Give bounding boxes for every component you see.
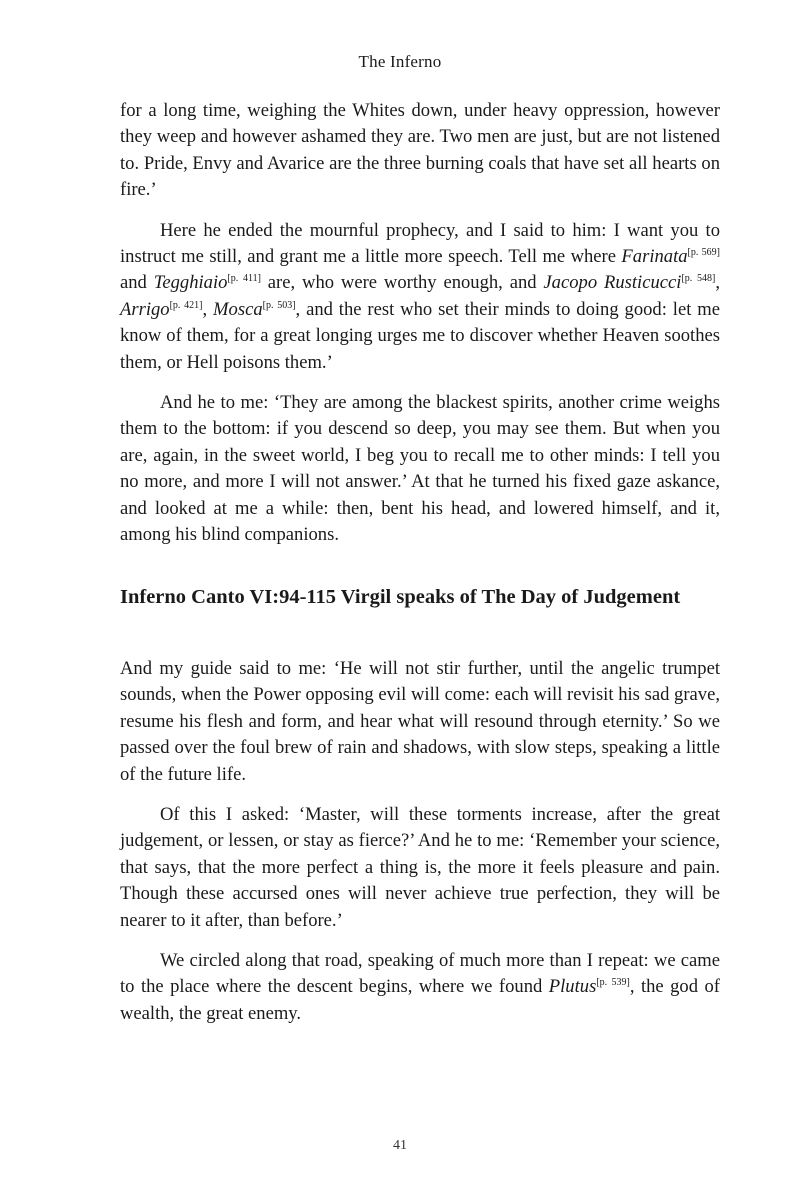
paragraph-2 [120, 218, 720, 376]
page-ref-farinata[interactable]: [p. 569] [687, 246, 720, 258]
name-jacopo-rusticucci: Jacopo Rusticucci [543, 272, 682, 294]
name-arrigo: Arrigo [120, 298, 170, 320]
paragraph-4: And my guide said to me: ‘He will not stir further, until the angelic trumpet sounds, when the Power opposing evil will come: each will revisit his sad grave, resume his flesh and form, and hear what will resound through eternity.’ So we passed over the foul brew of rain and shadows, with slow steps, speaking a little of the future life. [120, 658, 720, 785]
text-run: and [120, 272, 154, 294]
name-plutus: Plutus [548, 976, 597, 998]
page-ref-rusticucci[interactable]: [p. 548] [681, 273, 716, 285]
paragraph-1: for a long time, weighing the Whites down, under heavy oppression, however they weep and however ashamed they are. Two men are just, but are not listened to. Pride, Envy and Avarice are the three burning coals that have set all hearts on fire.’ [120, 100, 720, 201]
text-run: are, who were worthy enough, and [260, 272, 544, 294]
paragraph-6 [120, 948, 720, 1027]
page-ref-plutus[interactable]: [p. 539] [596, 977, 630, 989]
name-farinata: Farinata [621, 246, 688, 268]
text-run: We circled along that road, speaking of much more than I repeat: we came to the place where the descent begins, where we found [120, 950, 720, 998]
text-run: , and the rest who set their minds to doing good: let me know of them, for a great longing urges me to discover whether Heaven soothes them, or Hell poisons them.’ [120, 298, 720, 373]
text-run: Here he ended the mournful prophecy, and I said to him: I want you to instruct me still, and grant me a little more speech. Tell me where [120, 219, 720, 268]
page-ref-tegghiaio[interactable]: [p. 411] [227, 273, 261, 285]
page-number: 41 [393, 1138, 407, 1153]
paragraph-5: Of this I asked: ‘Master, will these torments increase, after the great judgement, or lessen, or stay as fierce?’ And he to me: ‘Remember your science, that says, that the more perfect a thing is, the more it feels pleasure and pain. Though these accursed ones will never achieve true perfection, they will be nearer to it after, than before.’ [120, 804, 720, 931]
section-2-text [120, 656, 720, 1041]
name-tegghiaio: Tegghiaio [153, 272, 228, 294]
paragraph-3: And he to me: ‘They are among the blackest spirits, another crime weighs them to the bottom: if you descend so deep, you may see them. But when you are, again, in the sweet world, I beg you to recall me to other minds: I tell you no more, and more I will not answer.’ At that he turned his fixed gaze askance, and looked at me a while: then, bent his head, and lowered himself, and it, among his blind companions. [120, 392, 720, 546]
section-1-text [120, 98, 720, 563]
page-ref-arrigo[interactable]: [p. 421] [169, 299, 203, 311]
text-run: , [202, 298, 214, 320]
text-run: , the god of wealth, the great enemy. [120, 976, 720, 1024]
name-mosca: Mosca [213, 298, 263, 320]
running-head: The Inferno [358, 52, 442, 71]
section-heading: Inferno Canto VI:94-115 Virgil speaks of The Day of Judgement [120, 586, 681, 608]
text-run: , [715, 272, 720, 294]
page-ref-mosca[interactable]: [p. 503] [262, 299, 296, 311]
